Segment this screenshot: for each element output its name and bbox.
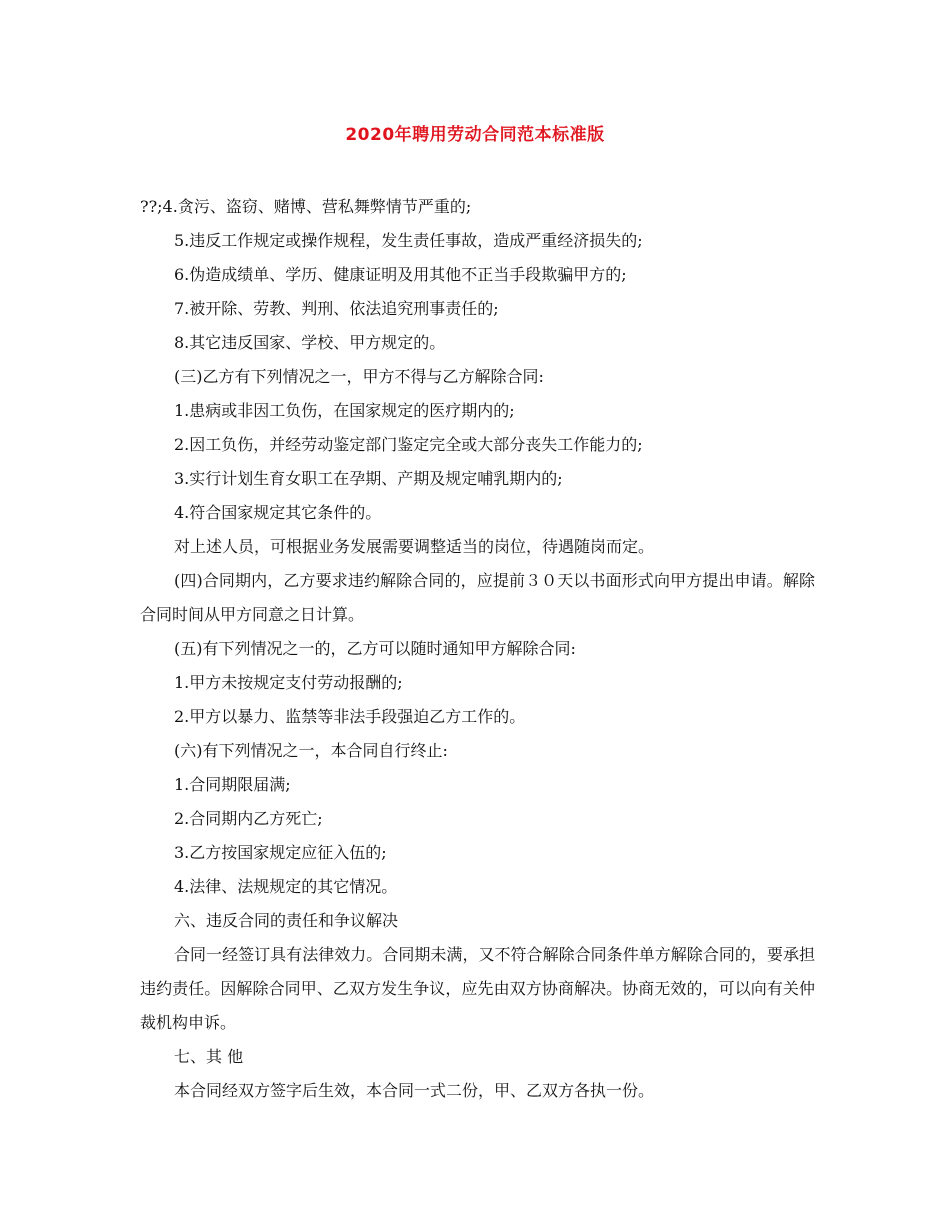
paragraph: 3.实行计划生育女职工在孕期、产期及规定哺乳期内的; <box>174 469 563 488</box>
document-body <box>140 190 815 1108</box>
paragraph: 对上述人员，可根据业务发展需要调整适当的岗位，待遇随岗而定。 <box>174 537 655 556</box>
paragraph: 8.其它违反国家、学校、甲方规定的。 <box>174 333 446 352</box>
paragraph: 1.患病或非因工负伤，在国家规定的医疗期内的; <box>174 401 515 420</box>
paragraph: 6.伪造成绩单、学历、健康证明及用其他不正当手段欺骗甲方的; <box>174 265 627 284</box>
section-heading: 六、违反合同的责任和争议解决 <box>174 911 399 930</box>
document-title: 2020年聘用劳动合同范本标准版 <box>345 125 605 145</box>
paragraph: 5.违反工作规定或操作规程，发生责任事故，造成严重经济损失的; <box>174 231 643 250</box>
paragraph: 2.合同期内乙方死亡; <box>174 809 323 828</box>
paragraph: ??;4.贪污、盗窃、赌博、营私舞弊情节严重的; <box>140 197 472 216</box>
paragraph: 3.乙方按国家规定应征入伍的; <box>174 843 387 862</box>
paragraph: 本合同经双方签字后生效，本合同一式二份，甲、乙双方各执一份。 <box>174 1081 655 1100</box>
paragraph: 1.甲方未按规定支付劳动报酬的; <box>174 673 403 692</box>
paragraph: 1.合同期限届满; <box>174 775 291 794</box>
paragraph: 4.法律、法规规定的其它情况。 <box>174 877 398 896</box>
paragraph: 合同一经签订具有法律效力。合同期未满，又不符合解除合同条件单方解除合同的，要承担违约责任。因解除合同甲、乙双方发生争议，应先由双方协商解决。协商无效的，可以向有关仲裁机构申诉。 <box>140 945 815 1032</box>
paragraph: 4.符合国家规定其它条件的。 <box>174 503 382 522</box>
paragraph: (五)有下列情况之一的，乙方可以随时通知甲方解除合同: <box>174 639 576 658</box>
paragraph: (四)合同期内，乙方要求违约解除合同的，应提前３０天以书面形式向甲方提出申请。解除合同时间从甲方同意之日计算。 <box>140 571 815 624</box>
paragraph: 7.被开除、劳教、判刑、依法追究刑事责任的; <box>174 299 499 318</box>
paragraph: 2.甲方以暴力、监禁等非法手段强迫乙方工作的。 <box>174 707 526 726</box>
section-heading: 七、其 他 <box>174 1047 244 1066</box>
paragraph: 2.因工负伤，并经劳动鉴定部门鉴定完全或大部分丧失工作能力的; <box>174 435 643 454</box>
paragraph: (六)有下列情况之一，本合同自行终止: <box>174 741 448 760</box>
paragraph: (三)乙方有下列情况之一，甲方不得与乙方解除合同: <box>174 367 544 386</box>
